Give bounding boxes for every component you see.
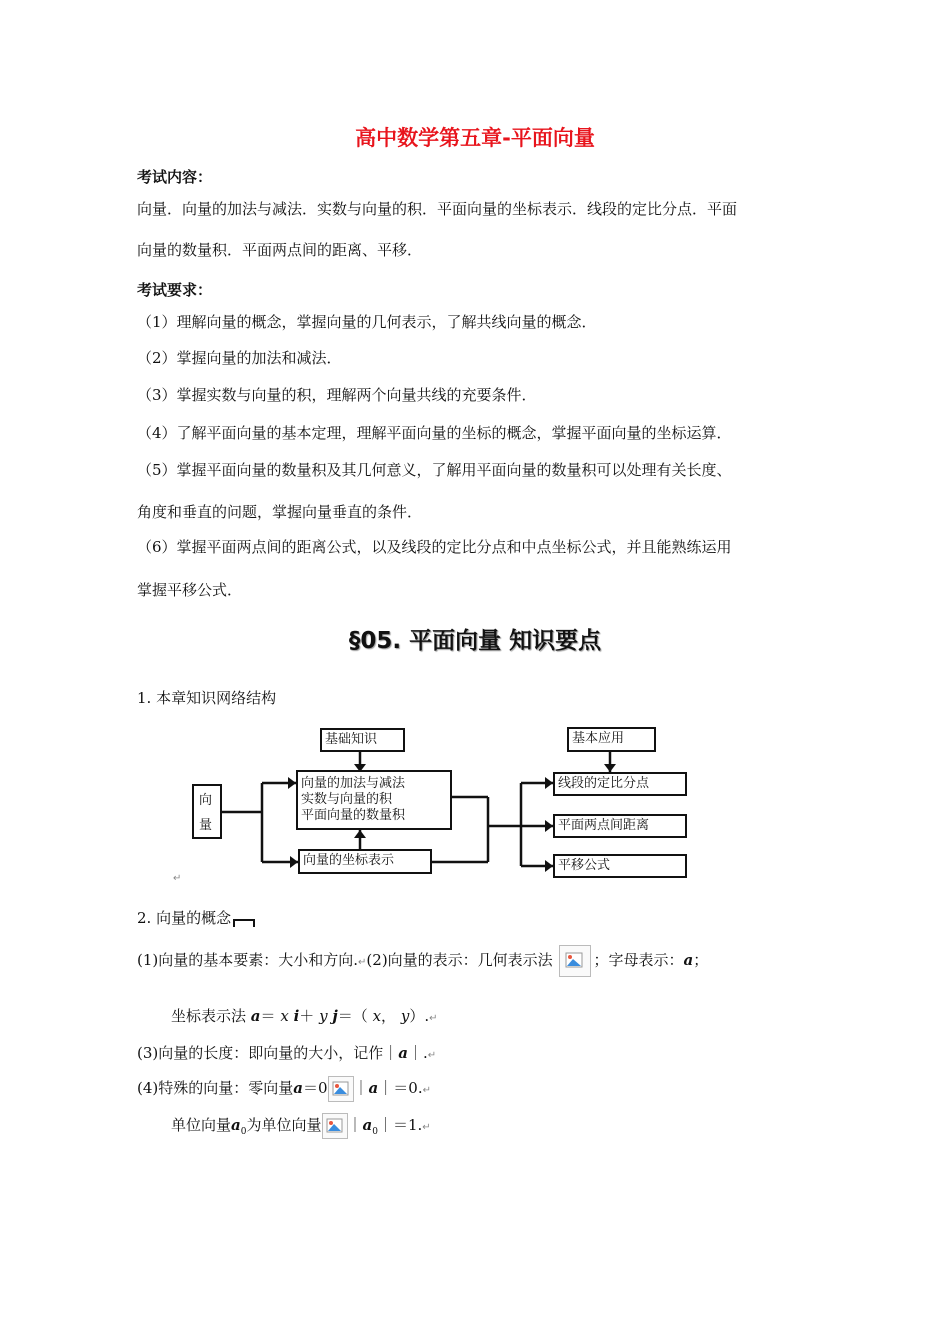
ops-line-2: 实数与向量的积: [301, 792, 393, 807]
requirement-item: （5）掌握平面向量的数量积及其几何意义，了解用平面向量的数量积可以处理有关长度、: [137, 461, 732, 479]
requirement-item: （2）掌握向量的加法和减法．: [137, 349, 342, 367]
broken-image-icon: [559, 945, 591, 977]
length-var: a: [398, 1044, 408, 1062]
box-vector-char-1: 向: [199, 793, 213, 808]
abs-open: ｜: [353, 1079, 369, 1097]
unit-abs-open: ｜: [347, 1116, 363, 1134]
exam-content-line-2: 向量的数量积．平面两点间的距离、平移．: [137, 241, 423, 259]
coord-x2: x: [372, 1007, 382, 1025]
coord-comma: ，: [381, 1007, 397, 1025]
document-title: 高中数学第五章-平面向量: [355, 126, 595, 150]
special-eq: ＝0: [302, 1079, 328, 1097]
paragraph-mark: ↵: [173, 873, 182, 884]
unit-vector-line: [171, 1113, 431, 1142]
unit-text: 单位向量: [171, 1116, 232, 1134]
box-basic-application: 基本应用: [567, 727, 656, 752]
coord-i: i: [293, 1007, 300, 1025]
anchor-mark-icon: [233, 919, 255, 927]
unit-sub: 0: [240, 1127, 247, 1137]
vector-concept-title: [137, 908, 255, 928]
abs-var: a: [368, 1079, 379, 1097]
coord-y2: y: [400, 1007, 410, 1025]
unit-abs-end: ｜＝1.: [377, 1116, 423, 1134]
paragraph-mark: ↵: [358, 957, 367, 968]
requirement-item: （3）掌握实数与向量的积，理解两个向量共线的充要条件．: [137, 386, 537, 404]
exam-content-heading: 考试内容：: [137, 168, 213, 186]
representation-text: (2)向量的表示：几何表示法: [366, 951, 553, 969]
vector-elements-line: [137, 945, 708, 977]
paragraph-mark: ↵: [422, 1122, 431, 1133]
box-basic-knowledge: 基础知识: [320, 728, 405, 752]
semicolon: ；: [693, 951, 709, 969]
unit-abs-sub: 0: [372, 1127, 378, 1137]
letter-representation-text: ；字母表示：: [593, 951, 684, 969]
paragraph-mark: ↵: [422, 1085, 431, 1096]
coord-open: ＝（: [337, 1007, 368, 1025]
box-coordinate-representation: 向量的坐标表示: [298, 849, 432, 874]
box-section-point: 线段的定比分点: [553, 772, 687, 796]
requirement-item: （1）理解向量的概念，掌握向量的几何表示，了解共线向量的概念．: [137, 313, 597, 331]
broken-image-icon: [328, 1076, 354, 1102]
box-two-point-distance: 平面两点间距离: [553, 814, 687, 838]
coord-x: x: [280, 1007, 289, 1025]
basic-elements-text: (1)向量的基本要素：大小和方向.: [137, 951, 359, 969]
coord-label: 坐标表示法: [171, 1007, 247, 1025]
coord-close: ）.: [409, 1007, 430, 1025]
section-title: §05. 平面向量 知识要点: [348, 628, 602, 654]
box-vector-operations: [296, 770, 452, 830]
vector-length-line: [137, 1043, 436, 1066]
exam-content-line-1: 向量．向量的加法与减法．实数与向量的积．平面向量的坐标表示．线段的定比分点．平面: [137, 200, 738, 218]
broken-image-icon: [322, 1113, 348, 1139]
coord-var-a: a: [250, 1007, 261, 1025]
unit-abs-var: a: [362, 1116, 373, 1134]
requirement-item: 掌握平移公式．: [137, 581, 243, 599]
ops-line-1: 向量的加法与减法: [301, 776, 406, 791]
requirement-item: 角度和垂直的问题，掌握向量垂直的条件．: [137, 503, 423, 521]
box-translation-formula: 平移公式: [553, 854, 687, 878]
vector-concept-title-text: 2. 向量的概念: [137, 909, 232, 927]
ops-line-3: 平面向量的数量积: [301, 808, 406, 823]
special-var: a: [293, 1079, 303, 1097]
length-end: ｜.: [407, 1044, 428, 1062]
requirement-item: （6）掌握平面两点间的距离公式，以及线段的定比分点和中点坐标公式，并且能熟练运用: [137, 538, 732, 556]
box-vector: [192, 784, 222, 839]
coord-y: y: [319, 1007, 328, 1025]
requirement-item: （4）了解平面向量的基本定理，理解平面向量的坐标的概念，掌握平面向量的坐标运算．: [137, 424, 732, 442]
paragraph-mark: ↵: [429, 1013, 438, 1024]
paragraph-mark: ↵: [427, 1050, 437, 1061]
box-vector-char-2: 量: [199, 818, 213, 833]
abs-end: ｜＝0.: [378, 1079, 423, 1097]
length-text: (3)向量的长度：即向量的大小，记作｜: [137, 1044, 399, 1062]
coord-eq: ＝: [260, 1007, 276, 1025]
special-text: (4)特殊的向量：零向量: [137, 1079, 294, 1097]
unit-var: a: [231, 1116, 241, 1134]
coordinate-representation-line: [171, 1006, 438, 1029]
coord-j: j: [332, 1007, 338, 1025]
special-vectors-line: [137, 1076, 431, 1102]
vector-a: a: [683, 951, 694, 969]
unit-mid: 为单位向量: [246, 1116, 322, 1134]
exam-requirements-heading: 考试要求：: [137, 281, 213, 299]
coord-plus: ＋: [299, 1007, 315, 1025]
knowledge-network-title: 1. 本章知识网络结构: [137, 689, 277, 707]
